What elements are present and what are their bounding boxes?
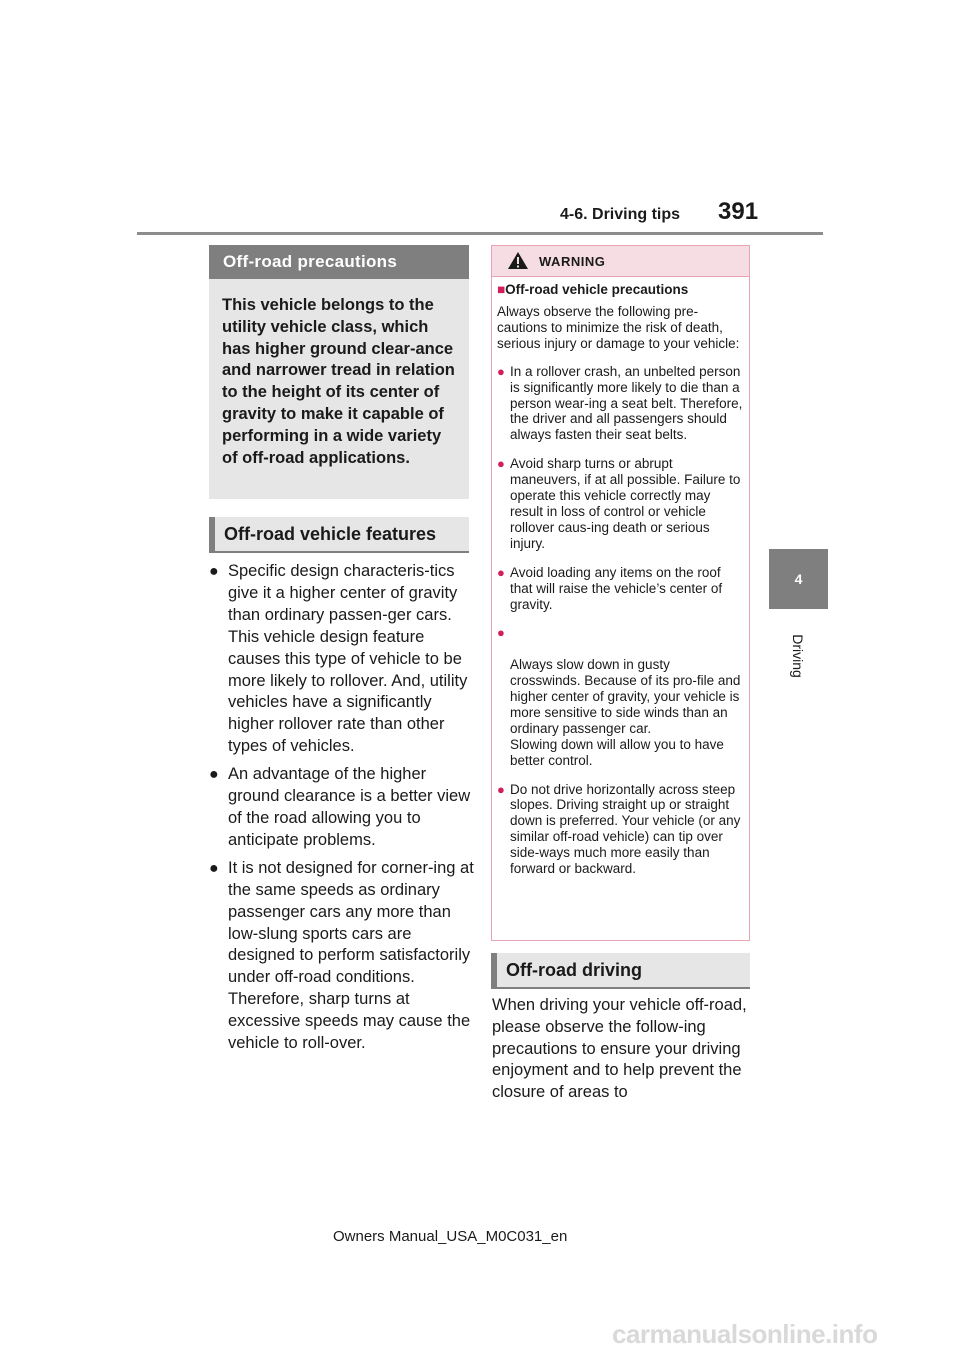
- manual-id: Owners Manual_USA_M0C031_en: [333, 1228, 568, 1245]
- bullet-icon: ●: [497, 625, 505, 641]
- bullet-icon: ●: [497, 564, 505, 580]
- bullet-icon: ●: [209, 563, 219, 580]
- list-item-text: It is not designed for corner-ing at the same speeds as ordinary passenger cars any more than low-slung sports cars are designed to perform satisfactorily under off-road conditions. Therefore, sharp turns at excessive speeds may cause the vehicle to roll-over.: [228, 858, 474, 1053]
- list-item: [497, 565, 743, 613]
- list-item-text: Do not drive horizontally across steep slopes. Driving straight up or straight down is preferred. Your vehicle (or any similar off-road vehicle) can tip over side-ways much more easily than forward or backward.: [510, 781, 741, 877]
- list-item-text: Avoid loading any items on the roof that will raise the vehicle’s center of gravity.: [510, 564, 723, 612]
- list-item: [497, 782, 743, 877]
- list-item: [209, 561, 474, 758]
- header-rule: [137, 232, 823, 235]
- warning-list: [497, 364, 743, 877]
- list-item: [497, 364, 743, 444]
- bullet-icon: ●: [497, 363, 505, 379]
- warning-subheading-text: Off-road vehicle precautions: [505, 282, 689, 297]
- warning-intro: Always observe the following pre-cautions to minimize the risk of death, serious injury or damage to your vehicle:: [497, 304, 740, 351]
- warning-header: [492, 246, 749, 277]
- list-item-text: Avoid sharp turns or abrupt maneuvers, if at all possible. Failure to operate this vehicle correctly may result in loss of control or vehicle rollover caus-ing death or serious injury.: [510, 456, 741, 551]
- features-list: [209, 561, 474, 1061]
- list-item: [497, 456, 743, 551]
- vehicle-features-heading: Off-road vehicle features: [209, 517, 469, 553]
- warning-title: WARNING: [539, 254, 606, 269]
- chapter-tab: [769, 549, 828, 609]
- section-title: 4-6. Driving tips: [560, 206, 681, 223]
- list-item-text: Always slow down in gusty crosswinds. Because of its pro-file and higher center of gravity, your vehicle is more sensitive to side winds than an ordinary passenger car. Slowing down will allow you to have better control.: [510, 657, 741, 768]
- off-road-precautions-title: Off-road precautions: [209, 245, 469, 279]
- list-item-text: An advantage of the higher ground clearance is a better view of the road allowing you to anticipate problems.: [228, 765, 471, 849]
- square-bullet-icon: ■: [497, 282, 506, 297]
- list-item-text: Specific design characteris-tics give it a higher center of gravity than ordinary passen-ger cars. This vehicle design feature causes this type of vehicle to be more likely to rollover. And, utility vehicles have a significantly higher rollover rate than other types of vehicles.: [228, 562, 468, 756]
- off-road-driving-text: When driving your vehicle off-road, please observe the follow-ing precautions to ensure your driving enjoyment and to help prevent the closure of areas to: [492, 996, 747, 1102]
- warning-triangle-icon: [507, 251, 529, 270]
- list-item: [209, 858, 474, 1055]
- list-item-text: In a rollover crash, an unbelted person is significantly more likely to die than a person wear-ing a seat belt. Therefore, the driver and all passengers should always fasten their seat belts.: [510, 363, 743, 443]
- warning-box: [491, 245, 750, 941]
- bullet-icon: ●: [209, 859, 219, 877]
- warning-subheading: [497, 281, 743, 298]
- chapter-number: 4: [794, 571, 803, 587]
- chapter-label: Driving: [790, 634, 806, 678]
- bullet-icon: ●: [209, 766, 219, 784]
- bullet-icon: ●: [497, 781, 505, 797]
- warning-body: [497, 279, 743, 890]
- bullet-icon: ●: [497, 456, 505, 472]
- off-road-driving-heading: Off-road driving: [491, 953, 750, 989]
- list-item: [497, 625, 743, 768]
- page-number: 391: [718, 198, 759, 225]
- intro-text: This vehicle belongs to the utility vehicle class, which has higher ground clear-ance and narrower tread in relation to the height of its center of gravity to make it capable of performing in a wide variety of off-road applications.: [222, 296, 455, 467]
- list-item: [209, 764, 474, 852]
- watermark: carmanualsonline.info: [612, 1319, 878, 1349]
- intro-box: [209, 279, 469, 499]
